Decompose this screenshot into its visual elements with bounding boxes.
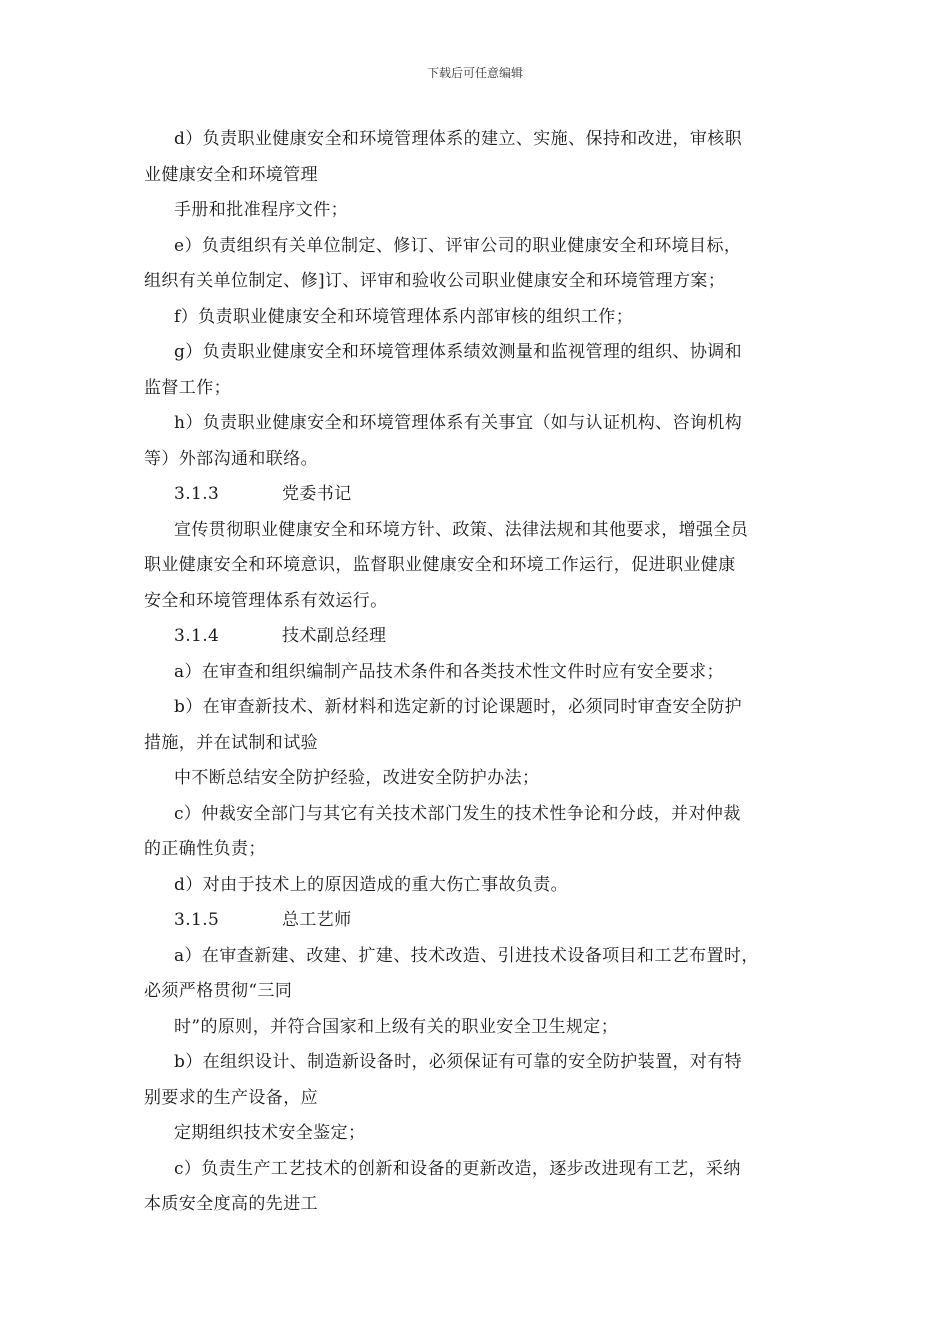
section-title: 总工艺师 [282,910,352,930]
text-line: c）仲裁安全部门与其它有关技术部门发生的技术性争论和分歧，并对仲裁 [174,803,741,824]
text-line: b）在审查新技术、新材料和选定新的讨论课题时，必须同时审查安全防护 [174,697,743,717]
text-line: d）对由于技术上的原因造成的重大伤亡事故负责。 [174,874,569,895]
section-heading [144,903,810,939]
document-body [144,122,810,1223]
section-title: 党委书记 [282,484,352,504]
text-line: 职业健康安全和环境意识，监督职业健康安全和环境工作运行，促进职业健康 [144,555,736,575]
text-line: 的正确性负责； [144,839,266,859]
text-line: 时”的原则，并符合国家和上级有关的职业安全卫生规定； [174,1016,619,1037]
text-line: 别要求的生产设备，应 [144,1087,318,1108]
text-line: f）负责职业健康安全和环境管理体系内部审核的组织工作； [174,306,634,327]
text-line: 安全和环境管理体系有效运行。 [144,590,388,611]
text-line: 本质安全度高的先进工 [144,1194,318,1214]
text-line: b）在组织设计、制造新设备时，必须保证有可靠的安全防护装置，对有特 [174,1052,743,1072]
text-line: 业健康安全和环境管理 [144,164,318,185]
text-line: d）负责职业健康安全和环境管理体系的建立、实施、保持和改进，审核职 [174,129,743,149]
text-line: 监督工作； [144,377,231,398]
text-line: 中不断总结安全防护经验，改进安全防护办法； [174,768,540,788]
text-line: 等）外部沟通和联络。 [144,448,318,469]
text-line: 必须严格贯彻“三同 [144,981,293,1001]
text-line: h）负责职业健康安全和环境管理体系有关事宜（如与认证机构、咨询机构 [174,413,743,433]
text-line: 定期组织技术安全鉴定； [174,1123,366,1143]
section-heading [144,477,810,513]
text-line: 措施，并在试制和试验 [144,732,318,753]
page-header: 下载后可任意编辑 [426,66,523,80]
section-heading [144,619,810,655]
text-line: 宣传贯彻职业健康安全和环境方针、政策、法律法规和其他要求，增强全员 [174,519,749,540]
section-number: 3.1.4 [174,626,220,646]
text-line: c）负责生产工艺技术的创新和设备的更新改造，逐步改进现有工艺，采纳 [174,1158,741,1179]
text-line: g）负责职业健康安全和环境管理体系绩效测量和监视管理的组织、协调和 [174,342,743,362]
text-line: a）在审查和组织编制产品技术条件和各类技术性文件时应有安全要求； [174,661,724,682]
section-number: 3.1.5 [174,910,220,930]
text-line: a）在审查新建、改建、扩建、技术改造、引进技术设备项目和工艺布置时， [174,945,759,966]
text-line: e）负责组织有关单位制定、修订、评审公司的职业健康安全和环境目标， [174,235,742,256]
text-line: 手册和批准程序文件； [174,200,348,220]
section-number: 3.1.3 [174,484,220,504]
text-line: 组织有关单位制定、修]订、评审和验收公司职业健康安全和环境管理方案； [144,271,726,291]
section-title: 技术副总经理 [282,626,387,646]
